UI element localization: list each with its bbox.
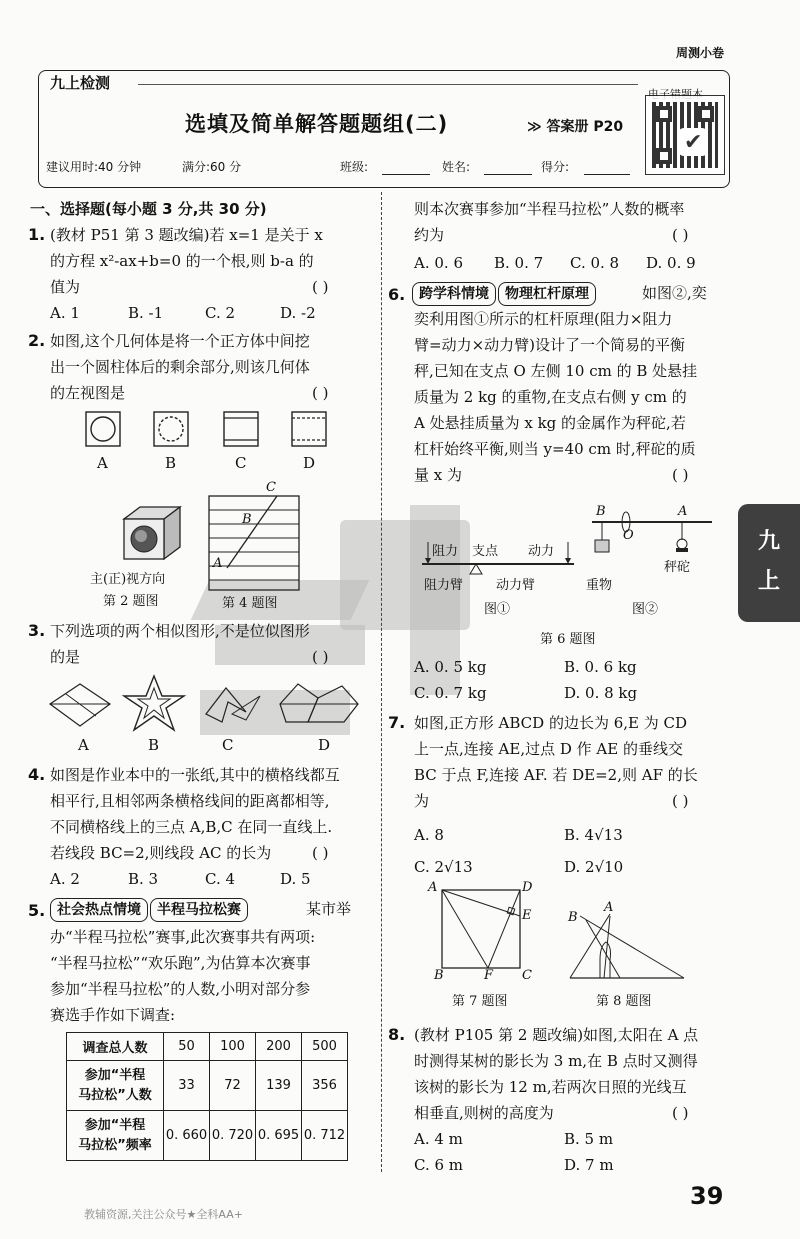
q4-answer-paren[interactable]: ( ) xyxy=(312,844,329,862)
side-tab-char: 上 xyxy=(757,569,780,594)
q4-option-b[interactable]: B. 3 xyxy=(128,870,159,888)
fig7-point-e: E xyxy=(522,908,532,923)
table-header-cell: 50 xyxy=(164,1033,210,1061)
fig8-point-a: A xyxy=(604,900,614,915)
fig7-point-a: A xyxy=(428,880,438,895)
qr-label: 电子错题本 xyxy=(648,88,703,101)
q6-option-b[interactable]: B. 0. 6 kg xyxy=(564,658,637,676)
q5-survey-table xyxy=(66,1032,348,1161)
q5-option-b[interactable]: B. 0. 7 xyxy=(494,254,544,272)
fig8-point-b: B xyxy=(568,910,578,925)
q6-tags xyxy=(412,282,596,306)
q8-answer-paren[interactable]: ( ) xyxy=(672,1104,689,1122)
q6-line7: 杠杆始终平衡,则当 y=40 cm 时,秤砣的质 xyxy=(414,440,696,458)
q6-number: 6. xyxy=(388,285,406,304)
q5-option-a[interactable]: A. 0. 6 xyxy=(414,254,463,272)
q8-line2: 时测得某树的影长为 3 m,在 B 点时又测得 xyxy=(414,1052,698,1070)
side-tab-char: 九 xyxy=(757,529,780,554)
qr-code[interactable] xyxy=(652,102,718,168)
q3-number: 3. xyxy=(28,621,46,640)
q8-option-d[interactable]: D. 7 m xyxy=(564,1156,614,1174)
q1-line2: 的方程 x²-ax+b=0 的一个根,则 b-a 的 xyxy=(50,252,314,270)
q2-label-b[interactable]: B xyxy=(165,454,177,472)
q8-option-b[interactable]: B. 5 m xyxy=(564,1130,614,1148)
fig2-counterweight: 秤砣 xyxy=(664,560,691,575)
q5-tags xyxy=(50,898,248,922)
q5-line2: 办“半程马拉松”赛事,此次赛事共有两项: xyxy=(50,928,316,946)
q2-label-c[interactable]: C xyxy=(235,454,247,472)
table-cell: 0. 660 xyxy=(164,1111,210,1161)
q6-tag-context: 跨学科情境 xyxy=(412,282,496,306)
q1-option-c[interactable]: C. 2 xyxy=(205,304,236,322)
fig2-point-a: A xyxy=(678,504,688,519)
page-title: 选填及简单解答题题组(二) xyxy=(185,112,449,136)
q7-figure xyxy=(436,886,526,976)
q2-line1: 如图,这个几何体是将一个正方体中间挖 xyxy=(50,332,310,350)
q7-line1: 如图,正方形 ABCD 的边长为 6,E 为 CD xyxy=(414,714,688,732)
q6-line3: 臂=动力×动力臂)设计了一个简易的平衡 xyxy=(414,336,685,354)
q5-tag-topic: 半程马拉松赛 xyxy=(150,898,248,922)
q2-line2: 出一个圆柱体后的剩余部分,则该几何体 xyxy=(50,358,310,376)
q7-caption: 第 7 题图 xyxy=(452,994,508,1009)
q7-line4: 为 xyxy=(414,792,430,810)
q2-fig-a-circle xyxy=(91,417,115,441)
q2-front-direction: 主(正)视方向 xyxy=(90,572,166,587)
table-cell: 33 xyxy=(164,1061,210,1111)
q6-line1-tail: 如图②,奕 xyxy=(642,284,707,302)
q3-answer-paren[interactable]: ( ) xyxy=(312,648,329,666)
q7-number: 7. xyxy=(388,713,406,732)
q8-line1: (教材 P105 第 2 题改编)如图,太阳在 A 点 xyxy=(414,1026,699,1044)
q1-option-a[interactable]: A. 1 xyxy=(50,304,80,322)
header-tag: 周测小卷 xyxy=(676,46,725,60)
q7-option-a[interactable]: A. 8 xyxy=(414,826,444,844)
q4-point-c: C xyxy=(266,480,276,495)
q6-figure2 xyxy=(588,510,716,570)
q6-line2: 奕利用图①所示的杠杆原理(阻力×阻力 xyxy=(414,310,673,328)
q5-tag-context: 社会热点情境 xyxy=(50,898,148,922)
q2-cube-figure xyxy=(110,505,190,575)
name-label: 姓名: xyxy=(442,160,471,174)
q1-option-b[interactable]: B. -1 xyxy=(128,304,164,322)
q8-figure xyxy=(566,906,690,986)
q8-number: 8. xyxy=(388,1025,406,1044)
fig1-resistance: 阻力 xyxy=(432,544,459,559)
q6-line4: 秤,已知在支点 O 左侧 10 cm 的 B 处悬挂 xyxy=(414,362,698,380)
q1-answer-paren[interactable]: ( ) xyxy=(312,278,329,296)
q8-caption: 第 8 题图 xyxy=(596,994,652,1009)
q4-line3: 不同横格线上的三点 A,B,C 在同一直线上. xyxy=(50,818,333,836)
q6-answer-paren[interactable]: ( ) xyxy=(672,466,689,484)
q3-label-c[interactable]: C xyxy=(222,736,234,754)
q7-line3: BC 于点 F,连接 AF. 若 DE=2,则 AF 的长 xyxy=(414,766,698,784)
q2-caption: 第 2 题图 xyxy=(103,594,159,609)
check-icon: ✔ xyxy=(684,130,703,155)
q5-line4: 参加“半程马拉松”的人数,小明对部分参 xyxy=(50,980,311,998)
q6-option-c[interactable]: C. 0. 7 kg xyxy=(414,684,487,702)
q1-line3: 值为 xyxy=(50,278,81,296)
table-cell: 0. 695 xyxy=(256,1111,302,1161)
table-cell: 139 xyxy=(256,1061,302,1111)
fig1-force-arm: 动力臂 xyxy=(496,578,536,593)
footer-note: 教辅资源,关注公众号★全科AA+ xyxy=(84,1208,243,1221)
q3-line2: 的是 xyxy=(50,648,81,666)
table-header-label: 调查总人数 xyxy=(67,1033,164,1061)
q5-line1-tail: 某市举 xyxy=(306,900,352,918)
q2-fig-c xyxy=(224,412,258,446)
q4-point-a: A xyxy=(213,556,223,571)
fig7-point-d: D xyxy=(522,880,533,895)
grade-side-tab[interactable] xyxy=(738,504,800,622)
q5-answer-paren[interactable]: ( ) xyxy=(672,226,689,244)
name-field[interactable] xyxy=(484,174,532,175)
q7-line2: 上一点,连接 AE,过点 D 作 AE 的垂线交 xyxy=(414,740,683,758)
score-label: 得分: xyxy=(541,160,570,174)
column-divider xyxy=(381,192,382,1172)
q4-option-d[interactable]: D. 5 xyxy=(280,870,311,888)
table-row-label xyxy=(67,1111,164,1161)
q1-number: 1. xyxy=(28,225,46,244)
q6-option-a[interactable]: A. 0. 5 kg xyxy=(414,658,487,676)
q4-line1: 如图是作业本中的一张纸,其中的横格线都互 xyxy=(50,766,340,784)
q7-option-b[interactable]: B. 4√13 xyxy=(564,826,623,844)
q5-cont-line1: 则本次赛事参加“半程马拉松”人数的概率 xyxy=(414,200,685,218)
q3-option-figures xyxy=(46,674,366,734)
q2-label-a[interactable]: A xyxy=(97,454,108,472)
fig2-point-b: B xyxy=(596,504,606,519)
q4-number: 4. xyxy=(28,765,46,784)
q4-option-a[interactable]: A. 2 xyxy=(50,870,80,888)
score-field[interactable] xyxy=(584,174,630,175)
table-cell: 72 xyxy=(210,1061,256,1111)
q6-option-d[interactable]: D. 0. 8 kg xyxy=(564,684,638,702)
q1-option-d[interactable]: D. -2 xyxy=(280,304,316,322)
q2-fig-b-circle xyxy=(159,417,183,441)
q6-caption: 第 6 题图 xyxy=(540,632,596,647)
fig7-point-c: C xyxy=(522,968,532,983)
q8-line3: 该树的影长为 12 m,若两次日照的光线互 xyxy=(414,1078,687,1096)
table-cell: 356 xyxy=(302,1061,348,1111)
fig1-resistance-arm: 阻力臂 xyxy=(424,578,464,593)
q4-point-b: B xyxy=(242,512,252,527)
q7-option-d[interactable]: D. 2√10 xyxy=(564,858,624,876)
section-label: 九上检测 xyxy=(50,74,111,92)
answer-ref: ≫ 答案册 P20 xyxy=(527,119,624,135)
q3-label-b[interactable]: B xyxy=(148,736,160,754)
suggested-time: 建议用时:40 分钟 xyxy=(46,160,142,174)
q8-option-c[interactable]: C. 6 m xyxy=(414,1156,464,1174)
q8-option-a[interactable]: A. 4 m xyxy=(414,1130,463,1148)
q2-answer-paren[interactable]: ( ) xyxy=(312,384,329,402)
q5-line5: 赛选手作如下调查: xyxy=(50,1006,176,1024)
q4-figure xyxy=(205,482,305,592)
q6-tag-topic: 物理杠杆原理 xyxy=(498,282,596,306)
q3-line1: 下列选项的两个相似图形,不是位似图形 xyxy=(50,622,310,640)
table-cell: 0. 720 xyxy=(210,1111,256,1161)
row-label-line: 马拉松”频率 xyxy=(78,1137,152,1153)
q5-cont-line2: 约为 xyxy=(414,226,445,244)
q4-line4: 若线段 BC=2,则线段 AC 的长为 xyxy=(50,844,272,862)
fig1-label: 图① xyxy=(484,602,511,617)
fig7-point-f: F xyxy=(484,968,494,983)
q6-line6: A 处悬挂质量为 x kg 的金属作为秤砣,若 xyxy=(414,414,686,432)
full-score: 满分:60 分 xyxy=(182,160,242,174)
q2-fig-d xyxy=(292,412,326,446)
q8-line4: 相垂直,则树的高度为 xyxy=(414,1104,554,1122)
fig1-fulcrum: 支点 xyxy=(472,544,499,559)
fig2-label: 图② xyxy=(632,602,659,617)
fig1-force: 动力 xyxy=(528,544,555,559)
q5-line3: “半程马拉松”“欢乐跑”,为估算本次赛事 xyxy=(50,954,311,972)
class-field[interactable] xyxy=(382,174,430,175)
table-header-cell: 100 xyxy=(210,1033,256,1061)
table-row-label xyxy=(67,1061,164,1111)
q3-label-a[interactable]: A xyxy=(78,736,89,754)
q2-line3: 的左视图是 xyxy=(50,384,126,402)
q5-number: 5. xyxy=(28,901,46,920)
section-heading: 一、选择题(每小题 3 分,共 30 分) xyxy=(30,200,267,218)
row-label-line: 参加“半程 xyxy=(84,1117,146,1133)
q5-option-c[interactable]: C. 0. 8 xyxy=(570,254,620,272)
table-cell: 0. 712 xyxy=(302,1111,348,1161)
fig7-point-b: B xyxy=(434,968,444,983)
table-header-cell: 200 xyxy=(256,1033,302,1061)
row-label-line: 参加“半程 xyxy=(84,1067,146,1083)
page-number: 39 xyxy=(690,1182,724,1210)
fig2-weight: 重物 xyxy=(586,578,613,593)
q6-line5: 质量为 2 kg 的重物,在支点右侧 y cm 的 xyxy=(414,388,687,406)
class-label: 班级: xyxy=(340,160,369,174)
q4-caption: 第 4 题图 xyxy=(222,596,278,611)
q5-option-d[interactable]: D. 0. 9 xyxy=(646,254,696,272)
header-rule xyxy=(138,84,638,85)
q3-label-d[interactable]: D xyxy=(318,736,331,754)
q4-line2: 相平行,且相邻两条横格线间的距离都相等, xyxy=(50,792,330,810)
q1-line1: (教材 P51 第 3 题改编)若 x=1 是关于 x xyxy=(50,226,323,244)
q7-option-c[interactable]: C. 2√13 xyxy=(414,858,473,876)
q2-label-d[interactable]: D xyxy=(303,454,316,472)
q4-option-c[interactable]: C. 4 xyxy=(205,870,236,888)
q7-answer-paren[interactable]: ( ) xyxy=(672,792,689,810)
q2-option-figures xyxy=(80,410,340,450)
fig2-point-o: O xyxy=(623,528,634,543)
table-header-cell: 500 xyxy=(302,1033,348,1061)
q6-line8: 量 x 为 xyxy=(414,466,462,484)
q2-number: 2. xyxy=(28,331,46,350)
row-label-line: 马拉松”人数 xyxy=(78,1087,152,1103)
